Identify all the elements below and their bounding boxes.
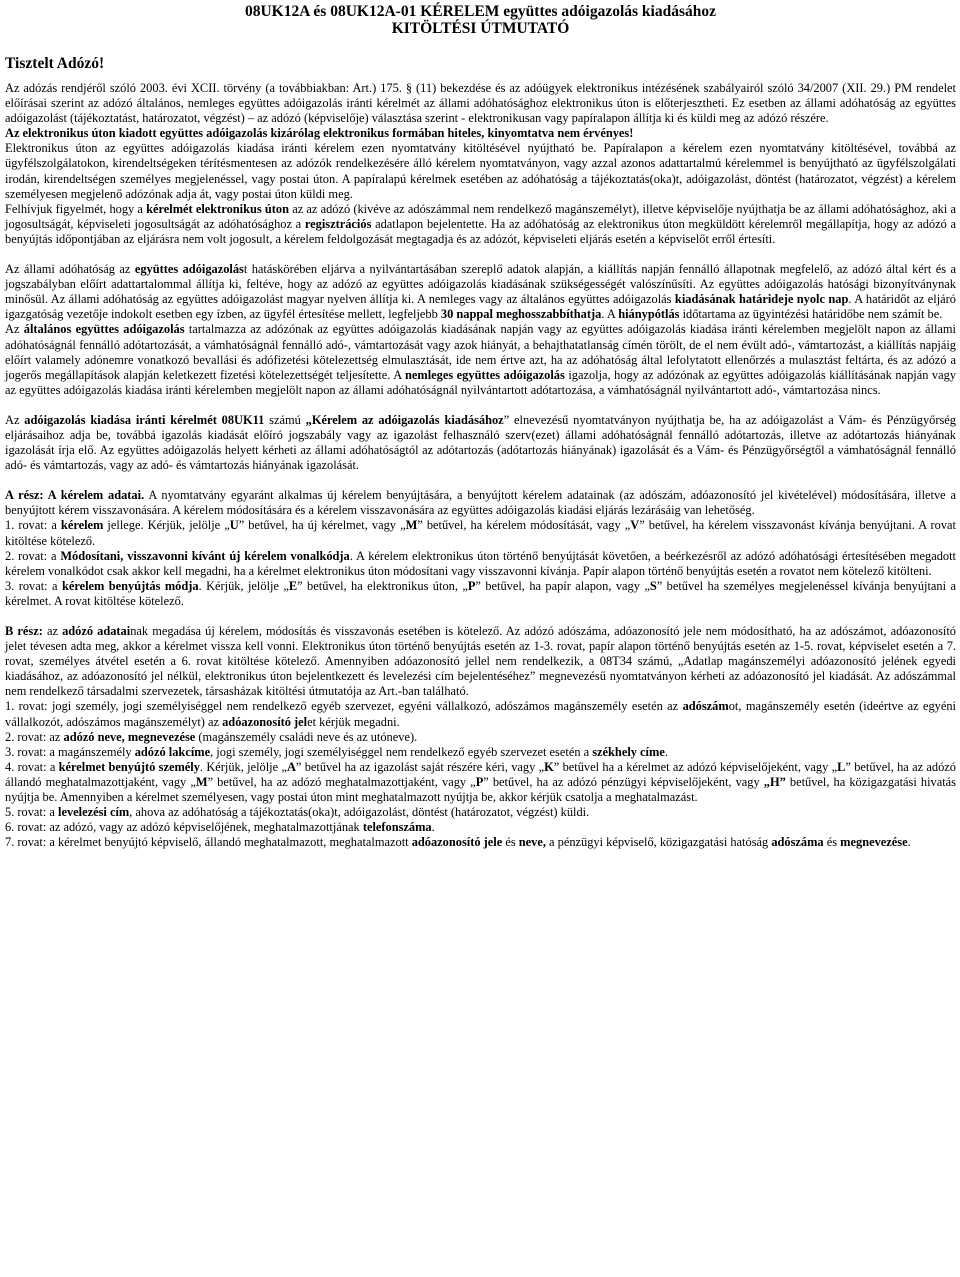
bold-text: „H” — [763, 774, 786, 789]
text: ” betűvel ha a kérelmet az adózó képviselőjeként, vagy „ — [553, 759, 838, 774]
text: betűvel, ha közigazgatási hivatás nyújtja be. Amennyiben a kérelmet személyesen, vagy postai úton mint meghatalmazott nyújtja be, akkor kérjük csatolja a meghatalmazást. — [5, 774, 956, 805]
text: az az adózó (kivéve az adószámmal nem rendelkező magánszemélyt), illetve képviselője nyújthatja be az állami adóhatósághoz, aki a jogosultságát, képviseleti jogosultságát az adóhatósághoz a — [5, 201, 956, 231]
text: 4. rovat: a — [5, 759, 59, 774]
text: A nyomtatvány egyaránt alkalmas új kérelem benyújtására, a benyújtott kérelem adatainak (az adószám, adóazonosító jel kivételével) módosítására, illetve a benyújtott kérem visszavonására. A kérelem módosítására és a kérelem visszavonására az együttes adóigazolás kiadási eljárás lezárásáig van lehetőség. — [5, 488, 956, 518]
bold-text: P — [475, 774, 484, 789]
text: 2. rovat: az — [5, 729, 64, 744]
paragraph-b-field-3 — [5, 745, 956, 760]
bold-text: megnevezése — [840, 835, 908, 850]
spacer — [5, 609, 956, 624]
bold-text: „Kérelem az adóigazolás kiadásához — [305, 412, 504, 427]
document-subtitle: KITÖLTÉSI ÚTMUTATÓ — [391, 20, 570, 37]
bold-text: M — [195, 774, 208, 789]
bold-text: K — [544, 759, 554, 774]
text: ” betűvel, ha az adózó állandó meghatalmazottjaként, vagy „ — [5, 759, 957, 789]
bold-text: E — [288, 578, 298, 593]
bold-text: M — [405, 518, 418, 533]
paragraph-general-certificate — [5, 322, 956, 397]
paragraph-b-field-5 — [5, 805, 956, 820]
bold-text: Az elektronikus úton kiadott együttes adóigazolás kizárólag elektronikus formában hiteles, kinyomtatva nem érvényes! — [5, 126, 634, 141]
text: ” betűvel, ha az adózó meghatalmazottjaként, vagy „ — [207, 774, 476, 789]
text: ” betűvel, ha kérelem módosítását, vagy „ — [417, 518, 631, 533]
text: ” betűvel, ha elektronikus úton, „ — [297, 578, 468, 593]
bold-text: adózó lakcíme — [134, 744, 211, 759]
text: (magánszemély családi neve és az utóneve). — [195, 729, 418, 744]
paragraph-a-field-1 — [5, 518, 956, 548]
greeting: Tisztelt Adózó! — [5, 55, 105, 72]
text: ” betűvel, ha új kérelmet, vagy „ — [238, 518, 406, 533]
paragraph-issuance — [5, 262, 956, 322]
text: Elektronikus úton az együttes adóigazolás kiadása iránti kérelem ezen nyomtatvány kitöltésével nyújtható be. Papíralapon a kérelem ezen nyomtatvány kitöltésével, továbbá az ügyfélszolgálatokon, kirendeltségeken térítésmentesen az adózók rendelkezésére álló kérelem nyomtatványon, vagy azzal azonos adattartalmú kérelemmel is benyújtható az ügyfélszolgálati irodán, kirendeltségen személyes megjelenéssel, vagy postai úton. A papíralapú kérelmek esetében az adóhatóság a tájékoztatás(oka)t, adóigazolást, döntést (határozatot, végzést) a kérelem személyesen megjelenő adózónak adja át, vagy postai úton küldi meg. — [5, 141, 956, 201]
paragraph-b-field-2 — [5, 730, 956, 745]
paragraph-electronic-warning — [5, 126, 956, 141]
bold-text: L — [837, 759, 846, 774]
bold-text: U — [229, 518, 239, 533]
bold-text: S — [649, 578, 657, 593]
bold-text: adószáma — [771, 835, 824, 850]
bold-text: nemleges együttes adóigazolás — [405, 367, 565, 382]
bold-text: A — [286, 759, 296, 774]
paragraph-legal-basis — [5, 81, 956, 126]
text: . A határidőt az eljáró igazgatóság vezetője indokolt esetben egy ízben, az ügyfél értesítése mellett, legfeljebb — [5, 292, 956, 322]
bold-text: regisztrációs — [304, 216, 372, 231]
text: , jogi személy, jogi személyiséggel nem rendelkező egyéb szervezet esetén a — [210, 744, 593, 759]
bold-text: kérelem benyújtás módja — [61, 578, 199, 593]
text: Az állami adóhatóság az — [5, 262, 135, 277]
text: Az — [5, 412, 25, 427]
bold-text: általános együttes adóigazolás — [23, 322, 185, 337]
text: Az adózás rendjéről szóló 2003. évi XCII. törvény (a továbbiakban: Art.) 175. § (11) bekezdése és az adóügyek elektronikus intézésének szabályairól szóló 34/2007 (XII. 29.) PM rendelet előírásai szerint az adózó általános, nemleges együttes adóigazolás iránti kérelmét az állami adóhatósághoz elektronikus úton is előterjesztheti. Ez esetben az állami adóhatóság az együttes adóigazolást (tájékoztatást, határozatot, végzést) – az adózó (képviselője) választása szerint - elektronikusan vagy papíralapon állítja ki és küldi meg az adózó részére. — [5, 81, 956, 126]
bold-text: adószám — [682, 699, 729, 714]
text: . Kérjük, jelölje „ — [199, 759, 287, 774]
text: tartalmazza az adózónak az együttes adóigazolás kiadásának napján vagy az együttes adóigazolás kiadása iránti kérelemben megjelölt napon az állami adóhatóságnál fennálló adótartozását, a vámhatóságnál fennálló adó-, vámtartozását vagy azok hiányát, a behajthatatlanság címén törölt, de el nem évült adó-, vámtartozást, a kiállítás napjáig előírt valamely adónemre vonatkozó bevallási és adófizetési kötelezettség elmulasztását, ide nem értve azt, ha az adóhatóság által lefolytatott ellenőrzés a mulasztást feltárta, és az adózó a jogerős megállapítások alapján keletkezett fizetési kötelezettségét teljesítette. A — [5, 322, 956, 382]
paragraph-section-b — [5, 624, 956, 699]
document-title: 08UK12A és 08UK12A-01 KÉRELEM együttes adóigazolás kiadásához — [244, 3, 717, 20]
bold-text: együttes adóigazolás — [134, 262, 244, 277]
bold-text: kérelmet benyújtó személy — [58, 759, 200, 774]
text: és — [502, 835, 519, 850]
paragraph-a-field-3 — [5, 579, 956, 609]
bold-text: kérelem — [60, 518, 104, 533]
paragraph-a-field-2 — [5, 549, 956, 579]
paragraph-b-field-6 — [5, 820, 956, 835]
text: Felhívjuk figyelmét, hogy a — [5, 201, 147, 216]
text: ot, magánszemély esetén (ideértve az egyéni vállalkozót, adószámos magánszemélyt) az — [5, 699, 956, 729]
text: 3. rovat: a — [5, 578, 62, 593]
text: 5. rovat: a — [5, 805, 58, 820]
text: és — [823, 835, 841, 850]
text: . — [431, 820, 435, 835]
bold-text: A rész: A kérelem adatai. — [5, 488, 145, 503]
text: 7. rovat: a kérelmet benyújtó képviselő, állandó meghatalmazott, meghatalmazott — [5, 835, 412, 850]
text: 2. rovat: a — [5, 548, 61, 563]
paragraph-b-field-7 — [5, 835, 956, 850]
bold-text: levelezési cím — [58, 805, 130, 820]
text: ” betűvel, ha az adózó pénzügyi képviselőjeként, vagy — [483, 774, 764, 789]
bold-text: hiánypótlás — [618, 307, 680, 322]
text: adatlapon bejelentette. Ha az adóhatóság az elektronikus úton megküldött kérelemről megállapítja, hogy az adózó a benyújtás időpontjában az eljárásra nem volt jogosult, a kérelem feldolgozását megtagadja és az adózót, képviseleti eljárás esetén a képviselőt erről értesíti. — [5, 216, 956, 246]
text: , ahova az adóhatóság a tájékoztatás(oka)t, adóigazolást, döntést (határozatot, végzést) küldi. — [129, 805, 590, 820]
text: Az — [5, 322, 24, 337]
text: ” betűvel, ha papír alapon, vagy „ — [475, 578, 650, 593]
paragraph-section-a — [5, 488, 956, 518]
title-block — [5, 3, 956, 37]
paragraph-b-field-4 — [5, 760, 956, 805]
text: ” elnevezésű nyomtatványon nyújthatja be, ha az adóigazolást a Vám- és Pénzügyőrség eljárásaihoz adja be, továbbá igazolás kiadását előíró jogszabály vagy az igazolást felhasználó szerv(ezet) állami adóhatóságnál fennálló adótartozás, illetve az adótartozás hiányának igazolását írja elő. Az együttes adóigazolás helyett kérheti az állami adóhatóságtól az adótartozás (adótartozás hiányának) igazolását és a Vám- és Pénzügyőrségtől a vámhatóságnál fennálló adó- és vámtartozás, vagy az adó- és vámtartozás hiányának igazolását. — [5, 412, 956, 473]
text: . — [664, 744, 668, 759]
spacer — [5, 473, 956, 488]
bold-text: kérelmét elektronikus úton — [146, 201, 290, 216]
text: . Kérjük, jelölje „ — [198, 578, 289, 593]
text: . A kérelem elektronikus úton történő benyújtását követően, a beérkezésről az adózó adóhatósági értesítésében megadott kérelem vonalkódot csak akkor kell megadni, ha a kérelmet elektronikus úton módosítani vagy visszavonni kívánja. Papír alapon történő benyújtás esetén a rovatot nem kötelező kitölteni. — [5, 548, 956, 578]
text: et kérjük megadni. — [307, 714, 400, 729]
bold-text: kiadásának határideje nyolc nap — [674, 292, 849, 307]
bold-text: neve, — [518, 835, 546, 850]
paragraph-b-field-1 — [5, 699, 956, 729]
bold-text: telefonszáma — [362, 820, 432, 835]
text: ” betűvel ha személyes megjelenéssel kívánja benyújtani a kérelmet. A rovat kitöltése kötelező. — [5, 578, 956, 608]
spacer — [5, 247, 956, 262]
bold-text: B rész: — [5, 624, 43, 638]
text: a pénzügyi képviselő, közigazgatási hatóság — [545, 835, 772, 850]
bold-text: adóazonosító jel — [222, 714, 308, 729]
document-body — [5, 81, 956, 850]
paragraph-notice — [5, 202, 956, 247]
spacer — [5, 398, 956, 413]
document-header — [5, 0, 956, 72]
text: 1. rovat: a — [5, 518, 61, 533]
text: 6. rovat: az adózó, vagy az adózó képviselőjének, meghatalmazottjának — [5, 820, 363, 835]
text: . A — [601, 307, 619, 322]
bold-text: V — [630, 518, 640, 533]
bold-text: adózó adatai — [62, 624, 131, 638]
text: időtartama az ügyintézési határidőbe nem számít be. — [679, 307, 943, 322]
text: t hatáskörében eljárva a nyilvántartásában szereplő adatok alapján, a kiállítás napján fennálló állapotnak megfelelő, az adózó által kért és a jogszabályban előírt adattartalommal állítja ki, feltéve, hogy az adózó az együttes adóigazolás kiadásának szükségességét valószínűsíti. Az együttes adóigazolás hatósági bizonyítványnak minősül. Az állami adóhatóság az együttes adóigazolást magyar nyelven állítja ki. A nemleges vagy az általános együttes adóigazolás — [5, 262, 956, 307]
text: . — [907, 835, 911, 850]
paragraph-submission-ways — [5, 141, 956, 201]
text: jellege. Kérjük, jelölje „ — [103, 518, 230, 533]
bold-text: székhely címe — [592, 744, 665, 759]
text: számú — [264, 412, 306, 427]
text: 1. rovat: jogi személy, jogi személyiséggel nem rendelkező egyéb szervezet, egyéni vállalkozó, adószámos magánszemély esetén az — [5, 699, 683, 714]
text: igazolja, hogy az adózónak az együttes adóigazolás kiállításának napján vagy az együttes adóigazolás kiadása iránti kérelemben megjelölt napon az állami adóhatóságnál nyilvántartott adótartozása, a vámhatóságnál nyilvántartott adó-, vámtartozása nincs. — [5, 367, 957, 397]
text: 3. rovat: a magánszemély — [5, 744, 135, 759]
bold-text: adózó neve, megnevezése — [63, 729, 196, 744]
text: az — [42, 624, 63, 638]
bold-text: adóigazolás kiadása iránti kérelmét 08UK11 — [24, 412, 265, 427]
bold-text: adóazonosító jele — [411, 835, 503, 850]
bold-text: Módosítani, visszavonni kívánt új kérelem vonalkódja — [60, 548, 350, 563]
bold-text: 30 nappal meghosszabbíthatja — [440, 307, 602, 322]
text: nak megadása új kérelem, módosítás és visszavonás esetében is kötelező. Az adózó adószáma, adóazonosító jele nem módosítható, ha az adószámot, adóazonosító jelet tévesen adta meg, akkor a kérelmet vissza kell vonni. Elektronikus úton történő benyújtás esetén az 1-3. rovat, papír alapon történő benyújtás esetén az 1-5. rovat, képviselet esetén a 7. rovat, személyes átvétel esetén a 6. rovat kitöltése kötelező. Amennyiben adóazonosító jellel nem rendelkezik, a 08T34 számú, „Adatlap magánszemélyi adóazonosító jelének egyedi kiadásához, az adóazonosító jel nélkül, elektronikus úton bejelentkezett és levelezési cím bejelentéséhez” megnevezésű nyomtatványon kérheti az adóazonosító jel kiadását. Az adószámmal nem rendelkező társadalmi szervezetek, társasházak kitöltési útmutatója az Art.-ban található. — [5, 624, 956, 699]
text: ” betűvel ha az igazolást saját részére kéri, vagy „ — [295, 759, 545, 774]
paragraph-08uk11 — [5, 413, 956, 473]
text: ” betűvel, ha kérelem visszavonást kívánja benyújtani. A rovat kitöltése kötelező. — [5, 518, 957, 548]
bold-text: P — [467, 578, 476, 593]
